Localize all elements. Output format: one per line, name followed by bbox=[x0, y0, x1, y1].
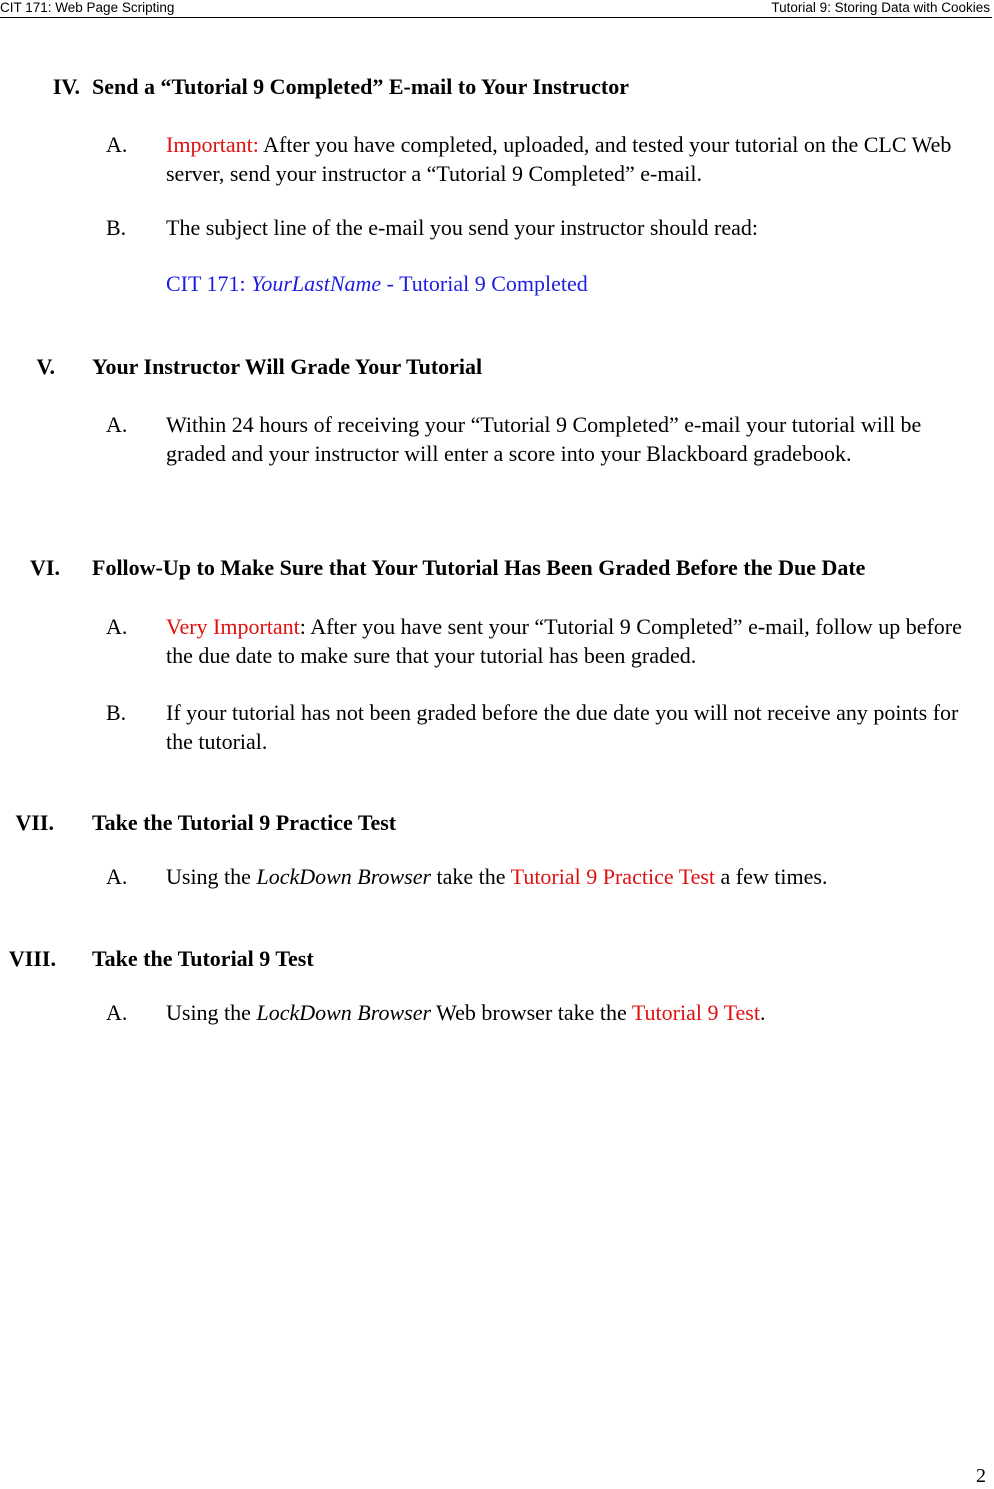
text-fragment: take the bbox=[431, 864, 511, 889]
page-header bbox=[0, 0, 992, 18]
section-title: Take the Tutorial 9 Test bbox=[92, 946, 314, 971]
item-body bbox=[166, 998, 981, 1027]
section-title: Send a “Tutorial 9 Completed” E-mail to Your Instructor bbox=[92, 74, 629, 99]
course-title: CIT 171: Web Page Scripting bbox=[0, 0, 175, 15]
section-title: Your Instructor Will Grade Your Tutorial bbox=[92, 354, 483, 379]
subject-text bbox=[166, 269, 981, 298]
tutorial-test-link: Tutorial 9 Test bbox=[631, 1000, 760, 1025]
item-letter: A. bbox=[106, 864, 128, 889]
text-fragment: Using the bbox=[166, 1000, 257, 1025]
subject-prefix: CIT 171: bbox=[166, 271, 252, 296]
subject-suffix: - Tutorial 9 Completed bbox=[381, 271, 588, 296]
item-letter: A. bbox=[106, 1000, 128, 1025]
text-fragment: Web browser take the bbox=[431, 1000, 632, 1025]
very-important-label: Very Important bbox=[166, 614, 300, 639]
practice-test-link: Tutorial 9 Practice Test bbox=[510, 864, 716, 889]
item-letter: A. bbox=[106, 412, 128, 437]
item-letter: A. bbox=[106, 132, 128, 157]
item-body: If your tutorial has not been graded before the due date you will not receive any points for the tutorial. bbox=[166, 700, 959, 754]
item-letter: A. bbox=[106, 614, 128, 639]
subject-last-name: YourLastName bbox=[251, 271, 382, 296]
section-numeral: VIII. bbox=[8, 946, 56, 971]
important-label: Important: bbox=[166, 132, 259, 157]
lockdown-browser-name: LockDown Browser bbox=[256, 1000, 432, 1025]
item-body bbox=[166, 862, 981, 891]
text-fragment: . bbox=[759, 1000, 766, 1025]
section-numeral: IV. bbox=[52, 74, 80, 99]
item-body: The subject line of the e-mail you send your instructor should read: bbox=[166, 215, 759, 240]
section-title: Take the Tutorial 9 Practice Test bbox=[92, 810, 397, 835]
item-text: After you have completed, uploaded, and tested your tutorial on the CLC Web server, send your instructor a “Tutorial 9 Completed” e-mail. bbox=[166, 132, 952, 186]
item-body bbox=[166, 612, 981, 670]
page-number: 2 bbox=[976, 1465, 986, 1487]
item-body bbox=[166, 130, 981, 188]
text-fragment: Using the bbox=[166, 864, 257, 889]
item-letter: B. bbox=[106, 215, 127, 240]
tutorial-title: Tutorial 9: Storing Data with Cookies bbox=[771, 0, 990, 15]
text-fragment: a few times. bbox=[715, 864, 828, 889]
item-letter: B. bbox=[106, 700, 127, 725]
item-body: Within 24 hours of receiving your “Tutorial 9 Completed” e-mail your tutorial will be graded and your instructor will enter a score into your Blackboard gradebook. bbox=[166, 412, 922, 466]
section-numeral: VI. bbox=[30, 555, 60, 580]
item-text: : After you have sent your “Tutorial 9 Completed” e-mail, follow up before the due date to make sure that your tutorial has been graded. bbox=[166, 614, 962, 668]
section-numeral: V. bbox=[36, 354, 55, 379]
lockdown-browser-name: LockDown Browser bbox=[256, 864, 432, 889]
section-numeral: VII. bbox=[15, 810, 54, 835]
section-title: Follow-Up to Make Sure that Your Tutorial Has Been Graded Before the Due Date bbox=[92, 555, 866, 580]
